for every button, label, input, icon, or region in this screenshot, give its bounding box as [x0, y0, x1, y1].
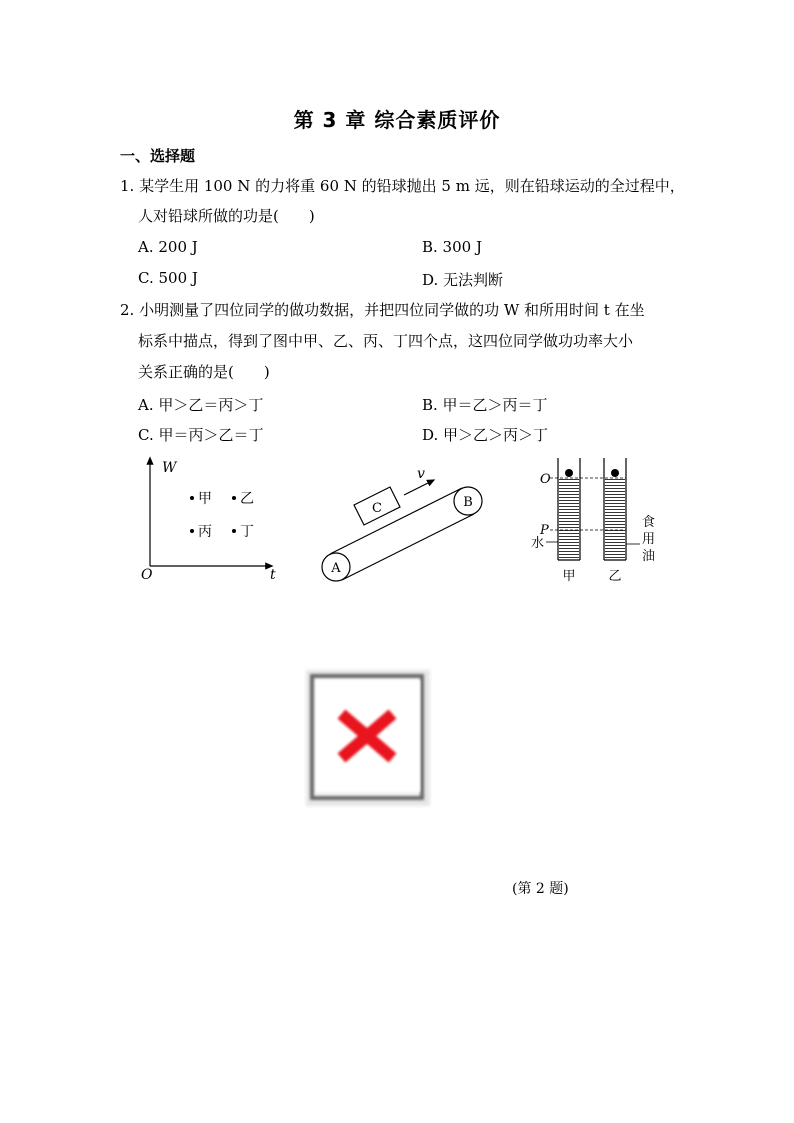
point-jia-label: 甲	[198, 491, 212, 507]
y-axis-label: W	[162, 460, 177, 476]
page-title: 第 3 章 综合素质评价	[293, 108, 501, 132]
ball-right	[611, 469, 619, 477]
section-heading: 一、选择题	[120, 147, 196, 165]
q2-line3: 关系正确的是( )	[138, 363, 270, 381]
broken-x-icon	[336, 708, 398, 764]
point-bing-label: 丙	[198, 524, 212, 540]
velocity-arrow	[404, 481, 432, 495]
q2-line2: 标系中描点，得到了图中甲、乙、丙、丁四个点，这四位同学做功功率大小	[138, 332, 634, 350]
mark-o-label: O	[540, 472, 551, 487]
oil-label-char-1: 食	[642, 515, 656, 530]
q1-option-d: D. 无法判断	[422, 271, 504, 289]
oil-liquid	[605, 478, 625, 560]
belt-bottom	[342, 514, 474, 580]
water-label: 水	[531, 536, 545, 551]
tube-left-name: 甲	[562, 569, 576, 584]
q2-option-a: A. 甲＞乙＝丙＞丁	[138, 396, 264, 414]
point-ding-label: 丁	[240, 524, 254, 540]
q1-option-a: A. 200 J	[138, 238, 198, 256]
q2-option-d: D. 甲＞乙＞丙＞丁	[422, 426, 549, 444]
oil-label-char-2: 用	[642, 532, 656, 547]
point-yi	[232, 496, 236, 500]
mark-p-label: P	[540, 523, 549, 538]
q2-option-c: C. 甲＝丙＞乙＝丁	[138, 426, 264, 444]
block-c-label: C	[372, 501, 382, 516]
point-yi-label: 乙	[240, 491, 254, 507]
wt-graph	[136, 452, 286, 587]
q2-line1: 2. 小明测量了四位同学的做功数据，并把四位同学做的功 W 和所用时间 t 在坐	[120, 301, 645, 319]
ball-left	[565, 469, 573, 477]
q2-option-b: B. 甲＝乙＞丙＝丁	[422, 396, 548, 414]
point-jia	[190, 496, 194, 500]
velocity-label: v	[417, 466, 425, 482]
point-ding	[232, 529, 236, 533]
q1-option-b: B. 300 J	[422, 238, 482, 256]
water-liquid	[559, 478, 579, 560]
q1-line1: 1. 某学生用 100 N 的力将重 60 N 的铅球抛出 5 m 远，则在铅球运动的全过程中，	[120, 177, 685, 195]
tubes-figure	[528, 454, 668, 586]
x-axis-label: t	[270, 567, 276, 583]
q1-line2: 人对铅球所做的功是( )	[138, 207, 315, 225]
roller-b-label: B	[463, 495, 473, 510]
broken-image-placeholder	[306, 670, 434, 810]
point-bing	[190, 529, 194, 533]
conveyor-figure	[316, 462, 488, 588]
q1-option-c: C. 500 J	[138, 269, 198, 287]
figure-caption: (第 2 题)	[512, 881, 569, 897]
oil-label-char-3: 油	[642, 549, 656, 564]
tube-right-name: 乙	[608, 569, 622, 584]
origin-label: O	[141, 567, 153, 583]
roller-a-label: A	[331, 561, 341, 576]
